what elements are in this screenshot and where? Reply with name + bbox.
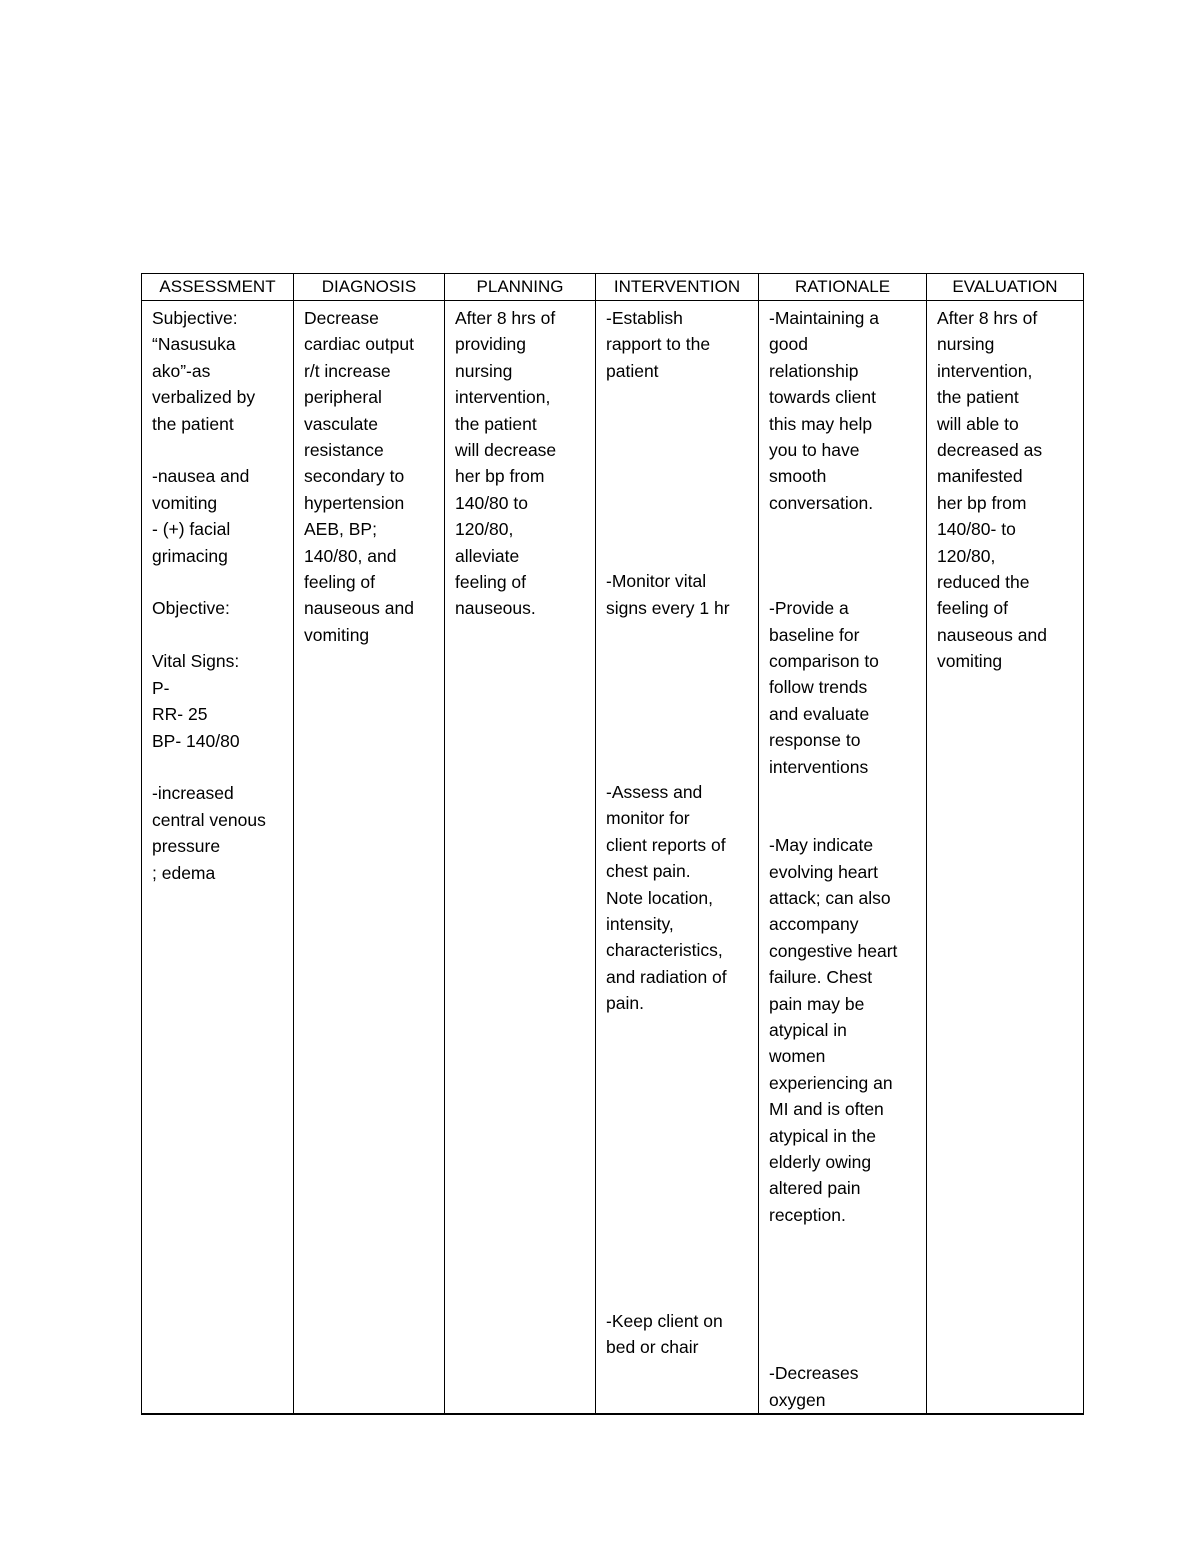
planning-cell: [445, 301, 596, 1415]
rationale-item: -Decreases oxygen: [769, 1363, 859, 1410]
rationale-cell: [759, 301, 927, 1415]
assessment-cell: [142, 301, 294, 1415]
intervention-item: -Establish rapport to the patient: [606, 308, 711, 381]
table-row: [142, 301, 1084, 1415]
diagnosis-text: Decrease cardiac output r/t increase peripheral vasculate resistance secondary to hypertension AEB, BP; 140/80, and feeling of nauseous and vomiting: [304, 308, 414, 645]
header-intervention: INTERVENTION: [596, 274, 759, 301]
rationale-item: -Maintaining a good relationship towards client this may help you to have smooth conversation.: [769, 308, 879, 513]
planning-text: After 8 hrs of providing nursing intervention, the patient will decrease her bp from 140/80 to 120/80, alleviate feeling of nauseous.: [455, 308, 557, 619]
intervention-item: -Keep client on bed or chair: [606, 1310, 723, 1358]
header-assessment: ASSESSMENT: [142, 274, 294, 301]
nursing-care-plan-table: [141, 273, 1084, 1415]
header-planning: PLANNING: [445, 274, 596, 301]
header-diagnosis: DIAGNOSIS: [294, 274, 445, 301]
table-header-row: [142, 274, 1084, 301]
assessment-text: Subjective: “Nasusuka ako”-as verbalized by the patient -nausea and vomiting - (+) facial grimacing Objective: Vital Signs: P- RR- 25 BP- 140/80 -increased central venous pressure ; edema: [152, 308, 266, 883]
diagnosis-cell: [294, 301, 445, 1415]
intervention-cell: [596, 301, 759, 1415]
evaluation-cell: [927, 301, 1084, 1415]
intervention-item: -Monitor vital signs every 1 hr: [606, 571, 730, 618]
rationale-item: -May indicate evolving heart attack; can also accompany congestive heart failure. Chest pain may be atypical in women experiencing an MI and is often atypical in the elderly owing altered pain reception.: [769, 835, 898, 1225]
header-rationale: RATIONALE: [759, 274, 927, 301]
evaluation-text: After 8 hrs of nursing intervention, the patient will able to decreased as manifested her bp from 140/80- to 120/80, reduced the feeling of nauseous and vomiting: [937, 308, 1047, 672]
intervention-item: -Assess and monitor for client reports of chest pain. Note location, intensity, characteristics, and radiation of pain.: [606, 782, 727, 1014]
header-evaluation: EVALUATION: [927, 274, 1084, 301]
rationale-item: -Provide a baseline for comparison to follow trends and evaluate response to interventions: [769, 598, 879, 777]
